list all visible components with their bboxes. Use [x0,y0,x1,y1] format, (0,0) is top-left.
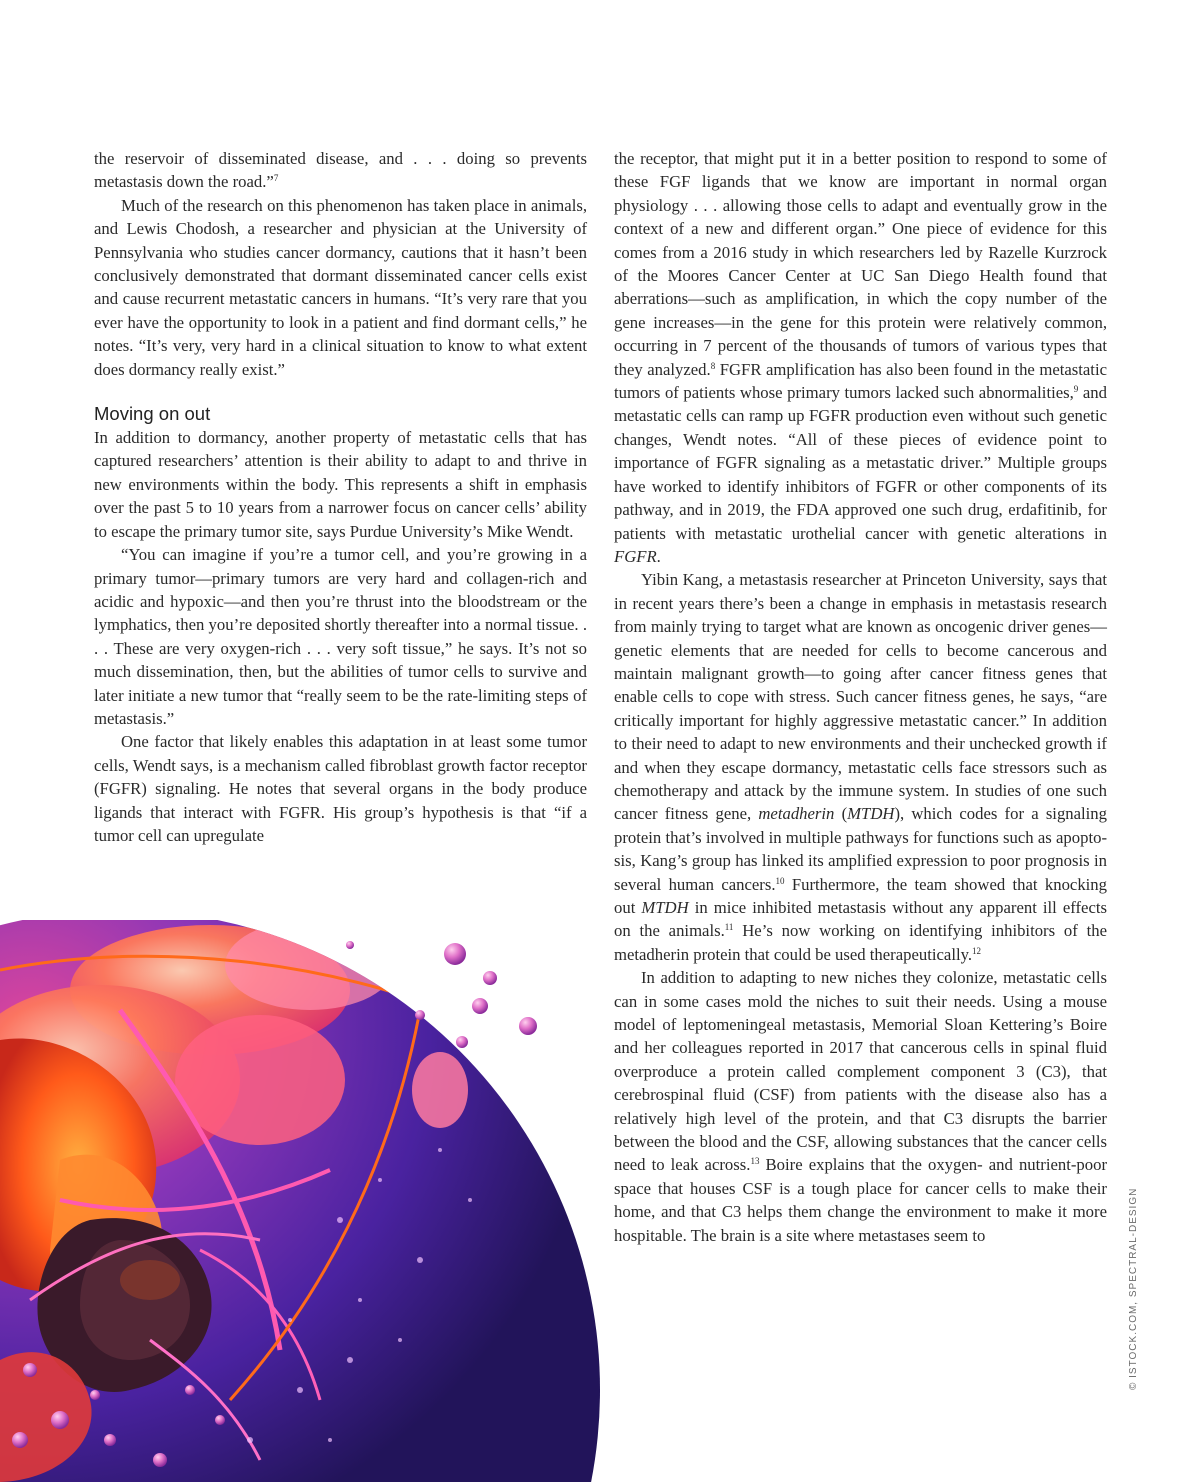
cancer-cell-illustration [0,920,600,1482]
left-paragraph-5: One factor that likely enables this adaptation in at least some tumor cells, Wendt says, is a mechanism called fibroblast growth factor receptor (FGFR) signaling. He notes that several organs in the body produce ligands that interact with FGFR. His group’s hypothesis is that “if a tumor cell can upregulate [94,732,587,845]
footnote-ref: 8 [710,360,716,371]
gene-symbol: MTDH [847,804,895,824]
left-paragraph-1: the reservoir of disseminated disease, and . . . doing so prevents metastasis down the road.”$^7$ [94,149,587,192]
footnote-ref: 13 [750,1156,760,1167]
footnote-ref: 11 [724,922,734,933]
left-paragraph-4: “You can imagine if you’re a tumor cell, and you’re growing in a primary tumor—primary tumors are very hard and collagen-rich and acidic and hypoxic—and then you’re thrust into the bloodstream or the lymphatics, then you’re deposited shortly thereafter into a normal tissue. . . . These are very oxygen-rich . . . very soft tissue,” he says. It’s not so much dissemination, then, but the abilities of tumor cells to survive and later initiate a new tumor that “really seem to be the rate-limiting steps of metastasis.” [94,545,587,728]
footnote-ref: 7 [273,173,279,184]
right-paragraph-3: In addition to adapting to new niches they colonize, metastatic cells can in some cases mold the niches to suit their needs. Using a mouse model of leptomeningeal metastasis, Memorial Sloan Kettering’s Boire and her colleagues reported in 2017 that cancerous cells in spinal fluid overproduce a protein called complement component 3 (C3), that cerebrospinal fluid (CSF) from patients with the disease also has a relatively high level of the protein, and that C3 disrupts the barrier between the blood and the CSF, allowing substances that the cancer cells need to leak across.$^{13}$ Boire explains that the oxygen- and nutrient-poor space that houses CSF is a tough place for cancer cells to make their home, and that C3 helps them change the environment to make it more hospitable. The brain is a site where metastases seem to [614,968,1108,1245]
gene-name: metadherin [758,804,835,824]
section-subhead: Moving on out [94,403,211,425]
left-paragraph-2: Much of the research on this phenomenon has taken place in animals, and Lewis Chodosh, a researcher and physician at the University of Pennsylvania who studies cancer dormancy, cautions that it hasn’t been conclusively demonstrated that dormant disseminated cancer cells exist and cause recurrent metastatic cancers in humans. “It’s very rare that you ever have the opportunity to look in a patient and find dormant cells,” he notes. “It’s very, very hard in a clinical situation to know to what extent does dormancy really exist.” [94,195,587,379]
footnote-ref: 12 [972,945,982,956]
right-column [614,147,1107,1247]
left-paragraph-3: In addition to dormancy, another property of metastatic cells that has captured researchers’ attention is their ability to adapt to and thrive in new environments within the body. This represents a shift in emphasis over the past 5 to 10 years from a narrower focus on cancer cells’ ability to escape the primary tumor site, says Purdue University’s Mike Wendt. [94,428,587,541]
gene-name: FGFR [614,546,657,566]
gene-symbol: MTDH [641,898,689,917]
sphere [0,920,600,1482]
right-paragraph-2: Yibin Kang, a metastasis researcher at Princeton University, says that in recent years there’s been a change in emphasis in metastasis research from mainly trying to target what are known as oncogenic driver genes—genetic elements that are needed for cells to become cancerous and maintain malignant growth—to going after cancer fitness genes that enable cells to cope with stress. Such cancer fitness genes, he says, “are critically important for highly aggressive metastatic cancer.” In addition to their need to adapt to new environments and their unchecked growth if and when they escape dormancy, metastatic cells face stressors such as chemotherapy and attack by the immune system. In studies of one such cancer fitness gene, metadherin (MTDH), which codes for a signaling protein that’s involved in multiple pathways for functions such as apoptosis, Kang’s group has linked its amplified expression to poor prognosis in several human cancers.$^{10}$ Furthermore, the team showed that knocking out MTDH in mice inhibited metastasis without any apparent ill effects on the animals.$^{11}$ He’s now working on identifying inhibitors of the metadherin protein that could be used therapeutically.$^{12}$ [614,570,1107,964]
footnote-ref: 10 [775,875,785,886]
photo-credit: © ISTOCK.COM, SPECTRAL-DESIGN [1128,1187,1139,1390]
right-paragraph-1: the receptor, that might put it in a better position to respond to some of these FGF ligands that we know are important in normal organ physiology . . . allowing those cells to adapt and eventually grow in the context of a new and different organ.” One piece of evidence for this comes from a 2016 study in which researchers led by Razelle Kurzrock of the Moores Cancer Center at UC San Diego Health found that aberrations—such as amplification, in which the copy number of the gene increases—in the gene for this protein were relatively common, occurring in 7 percent of the thousands of tumors of various types that they analyzed.$^8$ FGFR amplification has also been found in the metastatic tumors of patients whose primary tumors lacked such abnormalities,$^9$ and metastatic cells can ramp up FGFR production even without such genetic changes, Wendt notes. “All of these pieces of evidence point to importance of FGFR signaling as a metastatic driver.” Multiple groups have worked to identify inhibitors of FGFR or other components of its pathway, and in 2019, the FDA approved one such drug, erdafitinib, for patients with metastatic urothelial cancer with genetic alterations in FGFR. [614,149,1107,566]
left-column [94,147,587,847]
footnote-ref: 9 [1073,384,1079,395]
